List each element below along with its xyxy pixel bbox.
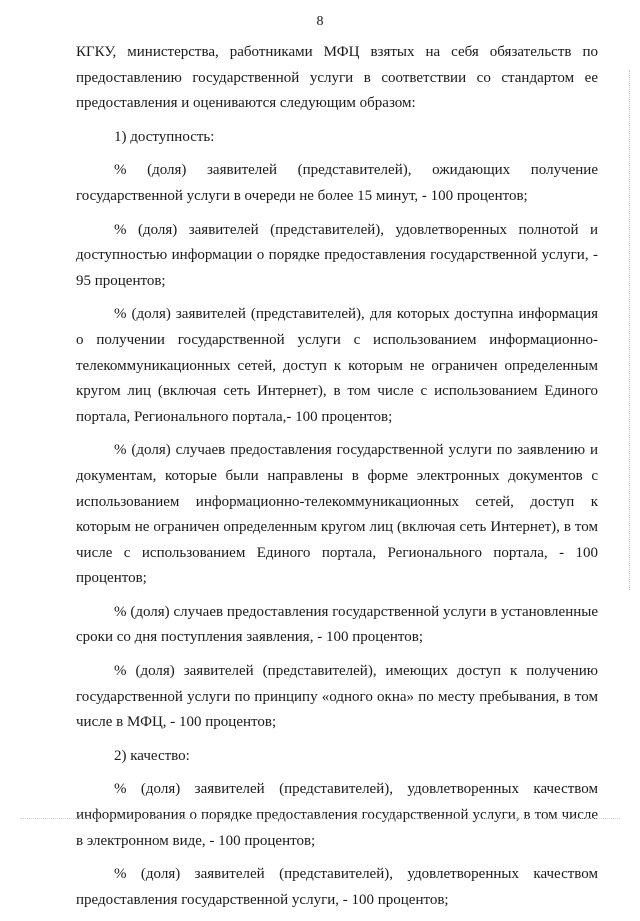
paragraph-one-window-access: % (доля) заявителей (представителей), имеющих доступ к получению государственной услуги по принципу «одного окна» по месту пребывания, в том числе в МФЦ, - 100 процентов; [76, 663, 598, 731]
paragraph-electronic-submissions: % (доля) случаев предоставления государственной услуги по заявлению и документам, которые были направлены в форме электронных документов с использованием информационно-телекоммуникационных сетей, доступ к которым не ограничен определенным кругом лиц (включая сеть Интернет), в том числе с использованием Единого портала, Регионального портала, - 100 процентов; [76, 442, 598, 587]
paragraph-intro-continuation: КГКУ, министерства, работниками МФЦ взятых на себя обязательств по предоставлению государственной услуги в соответствии со стандартом ее предоставления и оцениваются следующим образом: [76, 44, 598, 112]
scan-edge-artifact [628, 70, 630, 590]
paragraph-timely-provision: % (доля) случаев предоставления государственной услуги в установленные сроки со дня поступления заявления, - 100 процентов; [76, 603, 598, 646]
page-number: 8 [316, 14, 324, 29]
paragraph-queue-time: % (доля) заявителей (представителей), ожидающих получение государственной услуги в очереди не более 15 минут, - 100 процентов; [76, 162, 598, 204]
paragraph-information-completeness: % (доля) заявителей (представителей), удовлетворенных полнотой и доступностью информации о порядке предоставления государственной услуги, - 95 процентов; [76, 221, 598, 289]
section-heading-availability: 1) доступность: [114, 128, 215, 145]
section-heading-quality: 2) качество: [114, 747, 190, 764]
scan-noise-line [20, 818, 620, 820]
paragraph-online-information-access: % (доля) заявителей (представителей), для которых доступна информация о получении государственной услуги с использованием информационно-телекоммуникационных сетей, доступ к которым не ограничен определенным кругом лиц (включая сеть Интернет), в том числе с использованием Единого портала, Регионального портала,- 100 процентов; [76, 306, 598, 425]
paragraph-informing-quality: % (доля) заявителей (представителей), удовлетворенных качеством информирования о порядке предоставления государственной услуги, в том числе в электронном виде, - 100 процентов; [76, 781, 598, 849]
paragraph-service-quality: % (доля) заявителей (представителей), удовлетворенных качеством предоставления государственной услуги, - 100 процентов; [76, 866, 598, 908]
document-body [76, 40, 598, 921]
